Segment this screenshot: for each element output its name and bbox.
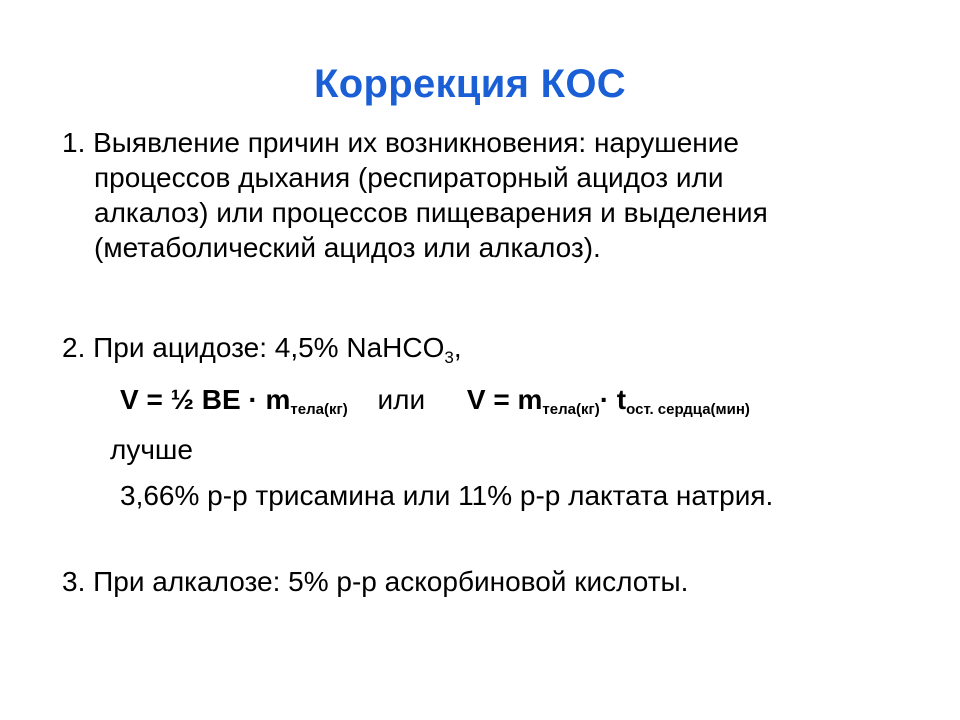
formula-sub-1: тела(кг) — [290, 401, 348, 418]
slide-title: Коррекция КОС — [314, 62, 626, 106]
formula-part-2: V = m — [466, 384, 543, 415]
formula-sub-3: ост. сердца(мин) — [626, 401, 750, 418]
better-label: лучше — [110, 434, 193, 465]
item-1-line-4: (метаболический ацидоз или алкалоз). — [94, 232, 601, 263]
dosage-formula — [120, 382, 750, 417]
item-2-suffix: , — [453, 332, 462, 363]
item-1-line-1: 1. Выявление причин их возникновения: нарушение — [62, 127, 739, 158]
formula-sub-2: тела(кг) — [542, 401, 600, 418]
solution-text: 3,66% р-р трисамина или 11% р-р лактата натрия. — [120, 480, 774, 511]
item-2-text: 2. При ацидозе: 4,5% NaHCO — [62, 332, 445, 363]
item-2-subscript: 3 — [444, 348, 454, 367]
item-1-line-3: алкалоз) или процессов пищеварения и выделения — [94, 197, 768, 228]
item-3-paragraph: 3. При алкалозе: 5% р-р аскорбиновой кислоты. — [62, 566, 689, 597]
formula-part-3: · t — [599, 384, 627, 415]
item-1-line-2: процессов дыхания (респираторный ацидоз или — [94, 162, 724, 193]
formula-part-1: V = ½ BE · m — [120, 384, 291, 415]
item-2-paragraph — [62, 330, 462, 365]
formula-or: или — [377, 384, 426, 415]
item-1-paragraph — [62, 125, 768, 265]
